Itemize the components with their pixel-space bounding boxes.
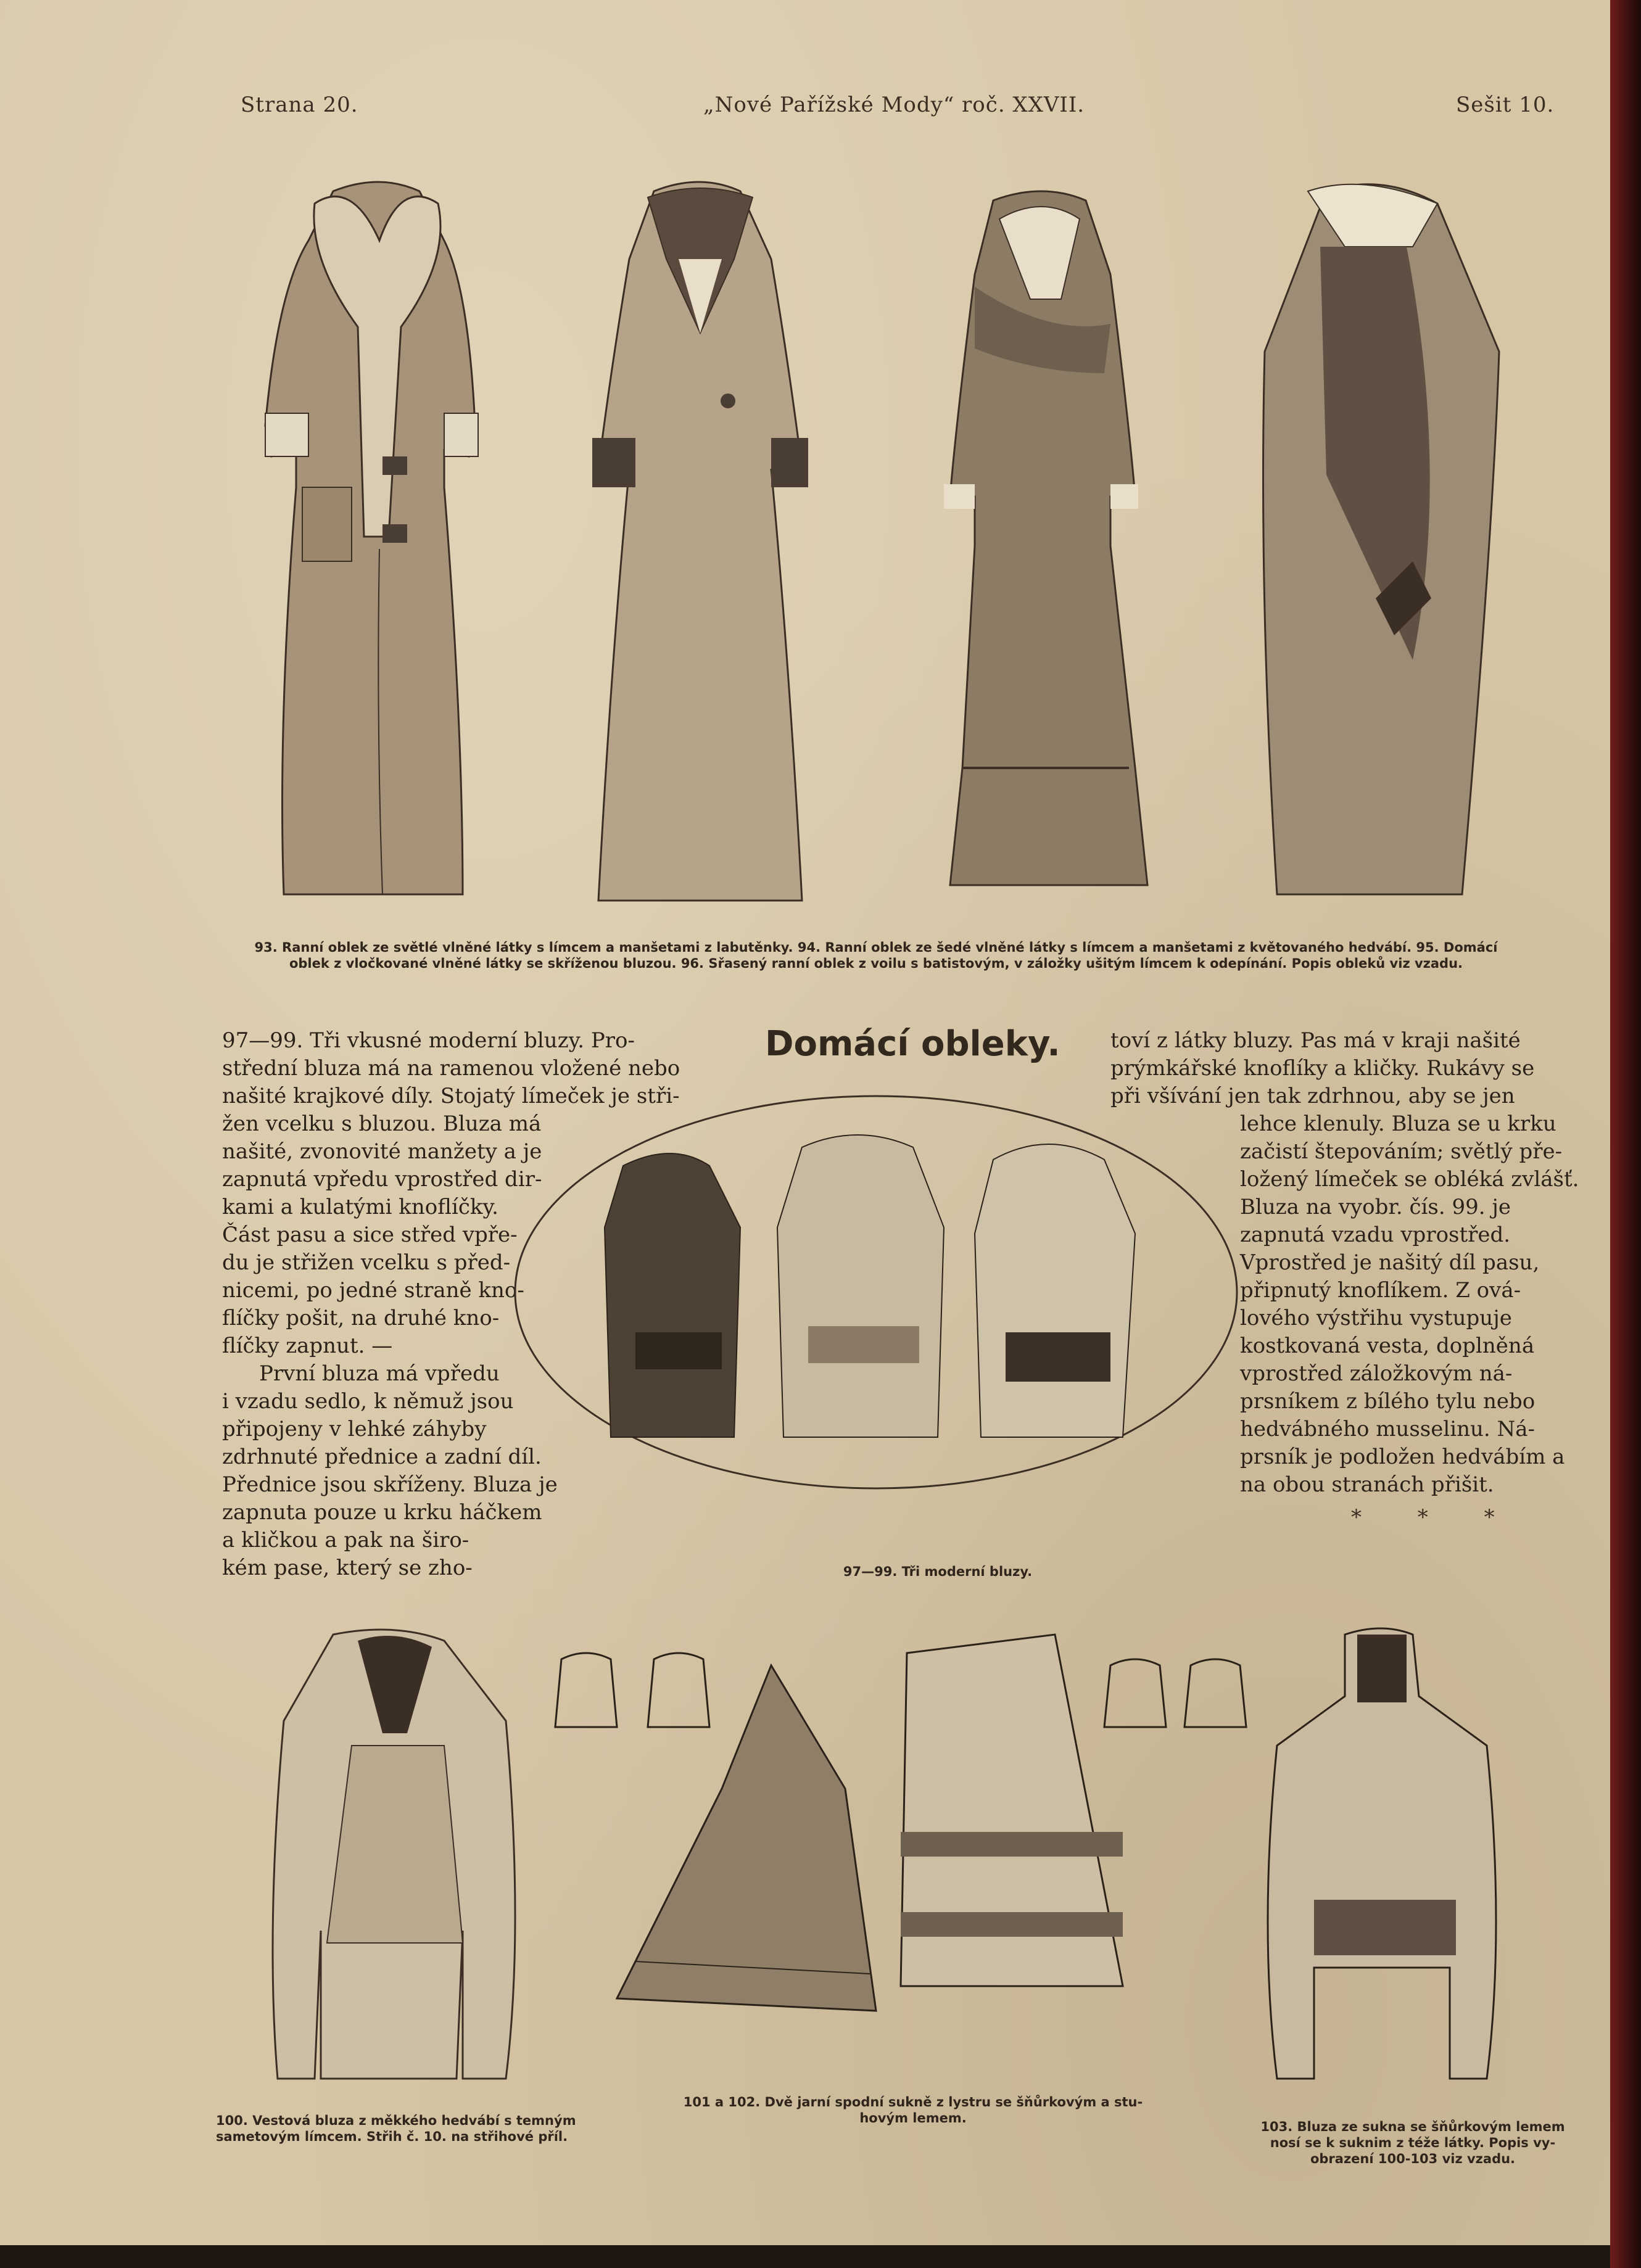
article-line: flíčky pošit, na druhé kno- — [222, 1306, 500, 1330]
article-line: hedvábného musselinu. Ná- — [1240, 1417, 1536, 1441]
article-line: prýmkářské knoflíky a kličky. Rukávy se — [1110, 1056, 1535, 1081]
article-line: toví z látky bluzy. Pas má v kraji našité — [1110, 1028, 1521, 1053]
article-line: vprostřed záložkovým ná- — [1240, 1361, 1513, 1386]
article-line: našité, zvonovité manžety a je — [222, 1139, 542, 1164]
article-line: připojeny v lehké záhyby — [222, 1417, 487, 1441]
article-line: i vzadu sedlo, k němuž jsou — [222, 1389, 514, 1414]
illustration-95-crossed-blouse-dress — [925, 176, 1160, 891]
article-line: zapnutá vpředu vprostřed dir- — [222, 1167, 542, 1192]
section-stars: * * * — [1351, 1505, 1519, 1530]
article-line: na obou stranách přišit. — [1240, 1472, 1494, 1497]
article-line: Vprostřed je našitý díl pasu, — [1240, 1250, 1540, 1275]
top-caption-line-1: 93. Ranní oblek ze světlé vlněné látky s límcem a manšetami z labutěnky. 94. Ranní oblek ze šedé vlněné látky s límcem a manšetami z květovaného hedvábí. 95. Domácí — [254, 940, 1498, 955]
top-figures-caption — [216, 939, 1536, 971]
illustration-101-102-petticoats — [611, 1628, 1135, 2023]
article-line: lového výstřihu vystupuje — [1240, 1306, 1512, 1330]
article-line: ložený límeček se obléká zvlášť. — [1240, 1167, 1579, 1192]
article-line: zapnutá vzadu vprostřed. — [1240, 1223, 1511, 1247]
caption-101-line-1: 101 a 102. Dvě jarní spodní sukně z lystru se šňůrkovým a stu- — [683, 2095, 1143, 2109]
article-line: lehce klenuly. Bluza se u krku — [1240, 1111, 1556, 1136]
article-line: flíčky zapnut. — — [222, 1334, 393, 1358]
article-line: kami a kulatými knoflíčky. — [222, 1195, 498, 1219]
magazine-title: „Nové Pařížské Mody“ roč. XXVII. — [703, 93, 1085, 117]
article-line: Bluza na vyobr. čís. 99. je — [1240, 1195, 1511, 1219]
caption-100-line-2: sametovým límcem. Střih č. 10. na střihové příl. — [216, 2129, 568, 2144]
article-line: prsníkem z bílého tylu nebo — [1240, 1389, 1536, 1414]
article-line: du je střižen vcelku s před- — [222, 1250, 511, 1275]
article-line: našité krajkové díly. Stojatý límeček je stři- — [222, 1084, 680, 1108]
blouses-caption: 97—99. Tři moderní bluzy. — [843, 1564, 1033, 1579]
article-line: Přednice jsou skříženy. Bluza je — [222, 1472, 558, 1497]
article-line: 97—99. Tři vkusné moderní bluzy. Pro- — [222, 1028, 635, 1053]
article-line: žen vcelku s bluzou. Bluza má — [222, 1111, 542, 1136]
page-number: Strana 20. — [241, 93, 358, 117]
illustration-100-vest-blouse — [259, 1622, 531, 2091]
illustration-103-bordered-blouse — [1252, 1622, 1511, 2091]
illustration-93-fur-collar-robe — [259, 167, 500, 907]
article-line: při všívání jen tak zdrhnou, aby se jen — [1110, 1084, 1515, 1108]
issue-number: Sešit 10. — [1456, 93, 1555, 117]
article-right-column — [1110, 1027, 1579, 1499]
page-bottom-edge — [0, 2245, 1610, 2268]
illustration-94-silk-collar-robe — [586, 173, 814, 907]
article-line: První bluza má vpředu — [259, 1361, 500, 1386]
illustration-96-draped-voile-dress — [1252, 167, 1511, 907]
article-line: nicemi, po jedné straně kno- — [222, 1278, 524, 1303]
caption-101-102 — [642, 2094, 1184, 2126]
article-line: Část pasu a sice střed vpře- — [222, 1223, 518, 1247]
caption-100-line-1: 100. Vestová bluza z měkkého hedvábí s temným — [216, 2113, 576, 2128]
article-line: začistí štepováním; světlý pře- — [1240, 1139, 1563, 1164]
article-line: připnutý knoflíkem. Z ová- — [1240, 1278, 1521, 1303]
top-caption-line-2: oblek z vločkované vlněné látky se skříženou bluzou. 96. Sřasený ranní oblek z voilu s batistovým, v záložky ušitým límcem k odepínání. Popis obleků viz vzadu. — [289, 956, 1463, 971]
caption-101-line-2: hovým lemem. — [859, 2111, 967, 2126]
caption-103 — [1240, 2119, 1585, 2167]
article-line: kostkovaná vesta, doplněná — [1240, 1334, 1535, 1358]
article-line: zdrhnuté přednice a zadní díl. — [222, 1445, 542, 1469]
caption-103-line-1: 103. Bluza ze sukna se šňůrkovým lemem — [1260, 2119, 1565, 2134]
book-binding-edge — [1610, 0, 1641, 2268]
article-line: a kličkou a pak na širo- — [222, 1528, 469, 1553]
article-title: Domácí obleky. — [765, 1024, 1060, 1064]
article-line: střední bluza má na ramenou vložené nebo — [222, 1056, 680, 1081]
caption-100 — [216, 2113, 598, 2145]
article-line: kém pase, který se zho- — [222, 1556, 473, 1580]
caption-103-line-2: nosí se k suknim z téže látky. Popis vy- — [1270, 2135, 1556, 2150]
article-line: prsník je podložen hedvábím a — [1240, 1445, 1565, 1469]
article-line: zapnuta pouze u krku háčkem — [222, 1500, 542, 1525]
caption-103-line-3: obrazení 100-103 viz vzadu. — [1310, 2151, 1516, 2166]
